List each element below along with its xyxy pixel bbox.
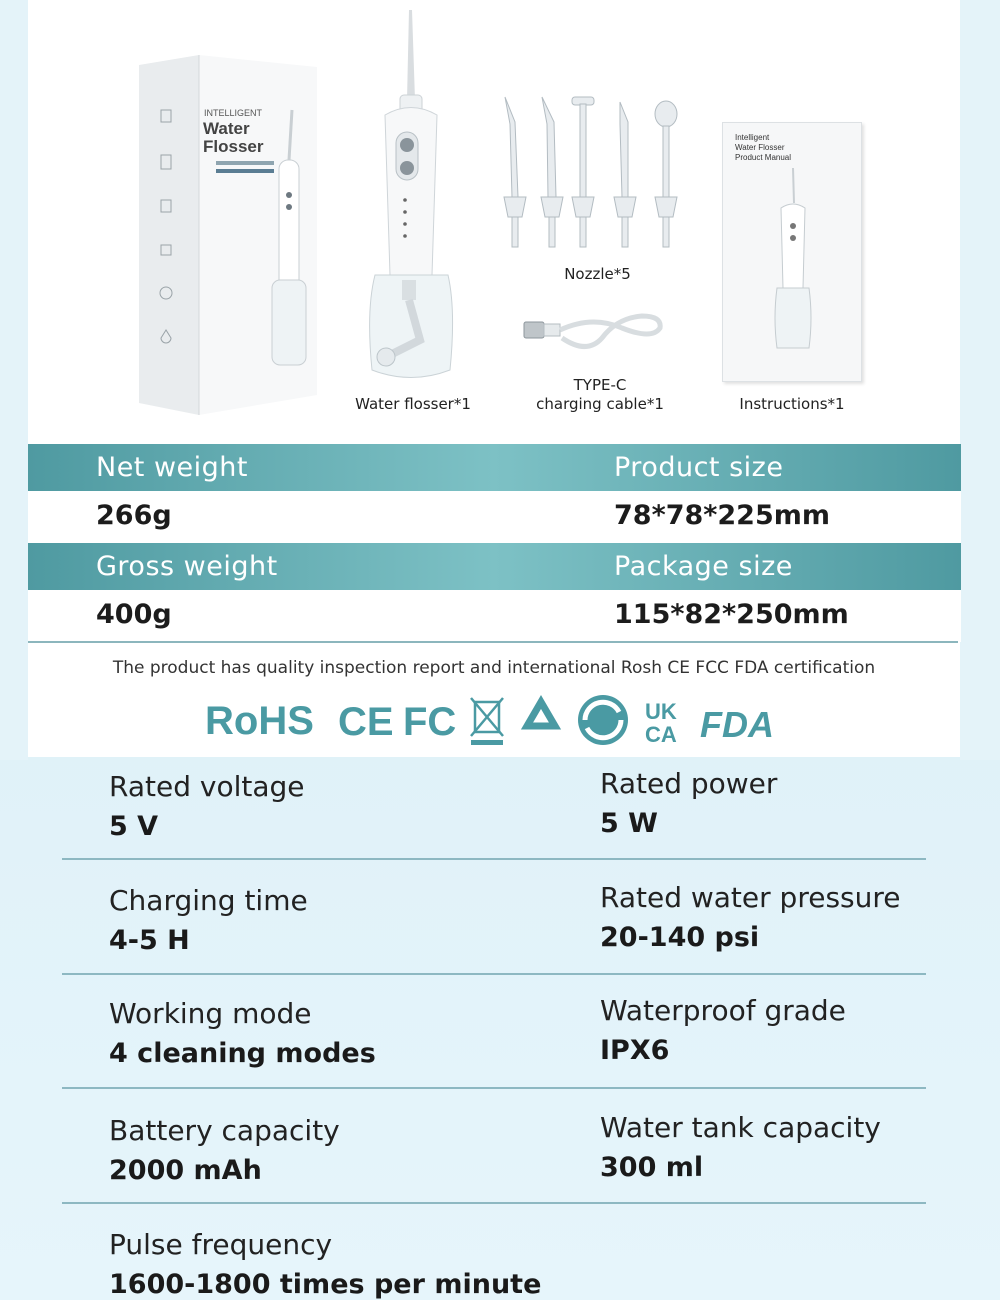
cable-label-2: charging cable*1 bbox=[536, 395, 664, 413]
charging-cable-image bbox=[522, 310, 667, 360]
spec-label: Battery capacity bbox=[109, 1114, 340, 1147]
manual-title-1: Intelligent bbox=[735, 133, 770, 142]
green-dot-icon bbox=[578, 695, 628, 745]
manual-title-3: Product Manual bbox=[735, 153, 792, 162]
package-size-value: 115*82*250mm bbox=[614, 599, 849, 630]
instruction-manual-image bbox=[722, 122, 862, 382]
net-weight-header: Net weight bbox=[96, 452, 249, 483]
box-title-2: Flosser bbox=[203, 137, 264, 156]
net-weight-value: 266g bbox=[96, 500, 172, 531]
water-flosser-label: Water flosser*1 bbox=[355, 395, 471, 413]
spec-divider bbox=[62, 973, 926, 975]
ca-logo: CA bbox=[645, 722, 677, 747]
table-bottom-divider bbox=[28, 641, 958, 643]
spec-value: 5 W bbox=[600, 808, 658, 839]
spec-divider bbox=[62, 1202, 926, 1204]
spec-divider bbox=[62, 1087, 926, 1089]
ce-logo: CE bbox=[338, 700, 394, 744]
spec-label: Rated power bbox=[600, 767, 778, 800]
package-size-header: Package size bbox=[614, 551, 793, 582]
spec-label: Rated water pressure bbox=[600, 881, 901, 914]
spec-label: Pulse frequency bbox=[109, 1228, 333, 1261]
gross-weight-value: 400g bbox=[96, 599, 172, 630]
weee-bin-icon bbox=[471, 698, 503, 745]
water-flosser-image bbox=[360, 10, 470, 385]
fc-logo: FC bbox=[403, 700, 457, 744]
nozzles-image bbox=[500, 92, 690, 252]
spec-value: 1600-1800 times per minute bbox=[109, 1269, 542, 1300]
product-size-value: 78*78*225mm bbox=[614, 500, 831, 531]
background-left-edge bbox=[0, 0, 28, 760]
spec-label: Waterproof grade bbox=[600, 994, 846, 1027]
box-brand: INTELLIGENT bbox=[204, 108, 263, 118]
background-right-edge bbox=[960, 0, 1000, 760]
spec-value: IPX6 bbox=[600, 1035, 670, 1066]
spec-label: Water tank capacity bbox=[600, 1111, 881, 1144]
table-header-row-2 bbox=[28, 543, 961, 590]
product-size-header: Product size bbox=[614, 452, 784, 483]
spec-label: Working mode bbox=[109, 997, 312, 1030]
fda-logo: FDA bbox=[700, 704, 774, 745]
manual-device-icon bbox=[763, 168, 823, 363]
recycle-icon bbox=[527, 702, 555, 726]
spec-value: 4-5 H bbox=[109, 925, 190, 956]
gross-weight-header: Gross weight bbox=[96, 551, 278, 582]
spec-value: 2000 mAh bbox=[109, 1155, 262, 1186]
spec-value: 20-140 psi bbox=[600, 922, 760, 953]
table-value-row-2 bbox=[28, 590, 961, 642]
certification-logos bbox=[205, 690, 785, 750]
spec-value: 5 V bbox=[109, 811, 159, 842]
nozzle-label: Nozzle*5 bbox=[564, 265, 631, 283]
manual-title-2: Water Flosser bbox=[735, 143, 785, 152]
rohs-logo: RoHS bbox=[205, 699, 314, 743]
cable-label-1: TYPE-C bbox=[573, 376, 627, 394]
table-header-row-1 bbox=[28, 444, 961, 491]
spec-value: 300 ml bbox=[600, 1152, 704, 1183]
table-value-row-1 bbox=[28, 491, 961, 543]
box-title-1: Water bbox=[203, 119, 250, 138]
uk-logo: UK bbox=[645, 699, 677, 724]
instructions-label: Instructions*1 bbox=[739, 395, 845, 413]
spec-value: 4 cleaning modes bbox=[109, 1038, 376, 1069]
certification-note: The product has quality inspection report and international Rosh CE FCC FDA certification bbox=[112, 658, 876, 678]
spec-divider bbox=[62, 858, 926, 860]
spec-label: Charging time bbox=[109, 884, 308, 917]
spec-label: Rated voltage bbox=[109, 770, 305, 803]
